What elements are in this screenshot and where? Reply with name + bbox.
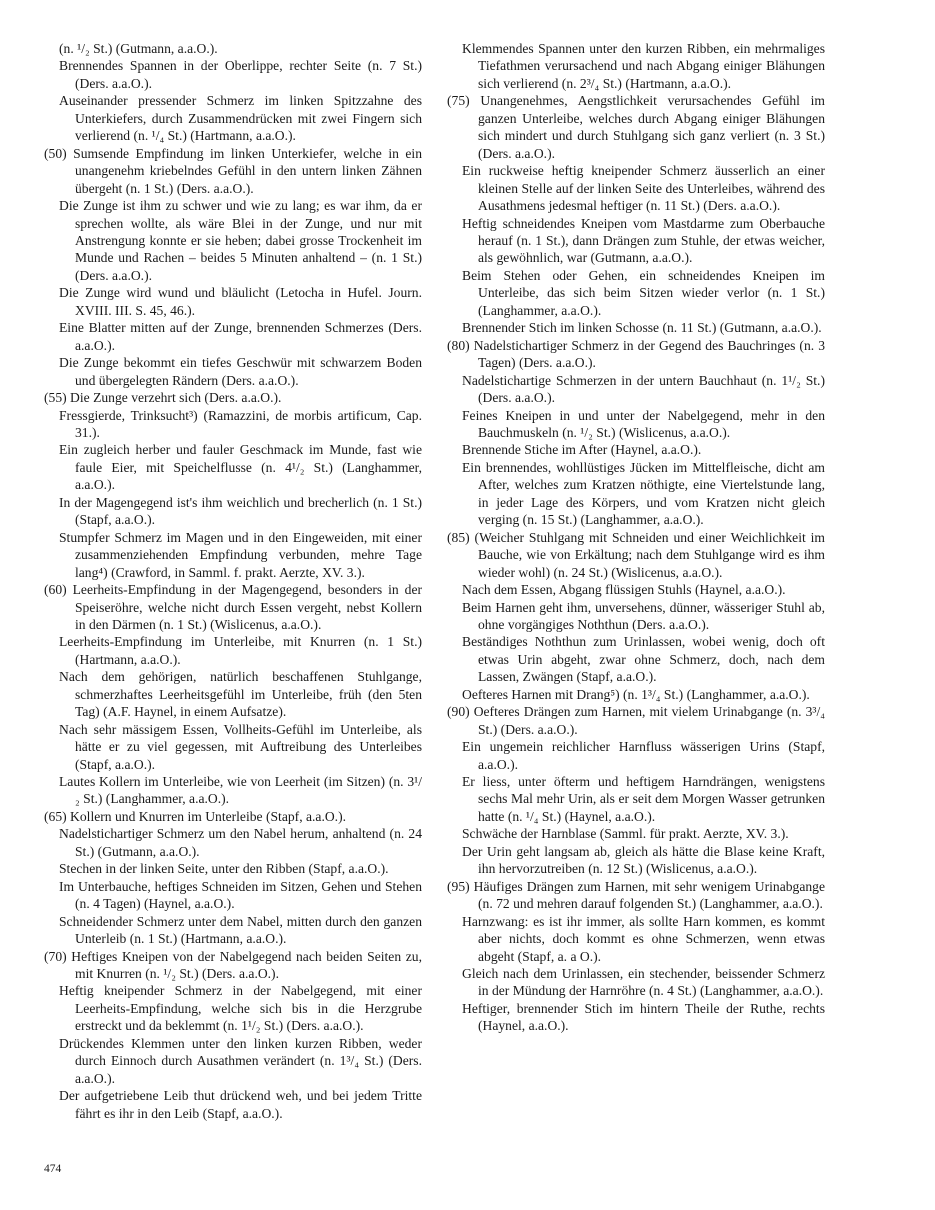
entry-text: Nach dem Essen, Abgang flüssigen Stuhls (Haynel, a.a.O.).	[462, 582, 786, 598]
symptom-entry	[447, 965, 825, 1000]
entry-text: Ein brennendes, wohllüstiges Jücken im Mittelfleische, dicht am After, welches zum Kratzen nöthigte, eine Viertelstunde lang, in jeder Lage des Körpers, und vom Kratzen nicht gleich verging (n. 15 St.) (Langhammer, a.a.O.).	[462, 459, 825, 528]
symptom-entry	[44, 494, 422, 529]
entry-text: Brennendes Spannen in der Oberlippe, rechter Seite (n. 7 St.) (Ders. a.a.O.).	[59, 58, 422, 91]
entry-text: Der Urin geht langsam ab, gleich als hätte die Blase keine Kraft, ihn hervorzutreiben (n. 12 St.) (Wislicenus, a.a.O.).	[462, 843, 825, 877]
entry-text: Ein ruckweise heftig kneipender Schmerz äusserlich an einer kleinen Stelle auf der linken Seite des Unterleibes, während des Ausathmens jedesmal heftiger (n. 11 St.) (Ders. a.a.O.).	[462, 163, 825, 214]
entry-text: In der Magengegend ist's ihm weichlich und brecherlich (n. 1 St.) (Stapf, a.a.O.).	[59, 494, 422, 528]
symptom-entry	[44, 808, 422, 825]
symptom-entry	[447, 267, 825, 319]
entry-text: Oefteres Drängen zum Harnen, mit vielem Urinabgange (n. 3³/₄ St.) (Ders. a.a.O.).	[473, 704, 825, 737]
symptom-entry	[44, 668, 422, 720]
entry-number: (80)	[447, 337, 474, 353]
right-column	[447, 40, 825, 1035]
entry-text: Im Unterbauche, heftiges Schneiden im Sitzen, Gehen und Stehen (n. 4 Tagen) (Haynel, a.a.O.).	[59, 878, 422, 912]
symptom-entry	[44, 825, 422, 860]
entry-text: Beständiges Noththun zum Urinlassen, wobei wenig, doch oft etwas Urin abgeht, zwar ohne Schmerz, doch, nach dem Lassen, Zwängen (Stapf, a.a.O.).	[462, 634, 825, 685]
entry-text: Die Zunge ist ihm zu schwer und wie zu lang; es war ihm, da er sprechen wollte, als wäre Blei in der Zunge, und nur mit Anstrengung konnte er sie heben; dabei grosse Trockenheit im Munde und Rachen – beides 5 Minuten anhaltend – (n. 1 St.) (Ders. a.a.O.).	[59, 198, 422, 283]
entry-text: Kollern und Knurren im Unterleibe (Stapf, a.a.O.).	[70, 808, 346, 824]
symptom-entry	[44, 982, 422, 1034]
entry-text: Nadelstichartiger Schmerz um den Nabel herum, anhaltend (n. 24 St.) (Gutmann, a.a.O.).	[59, 826, 422, 859]
symptom-entry	[447, 913, 825, 965]
entry-text: Heftiges Kneipen von der Nabelgegend nach beiden Seiten zu, mit Knurren (n. ¹/₂ St.) (Ders. a.a.O.).	[71, 948, 422, 982]
entry-number: (95)	[447, 878, 474, 894]
symptom-entry	[447, 92, 825, 162]
entry-text: Lautes Kollern im Unterleibe, wie von Leerheit (im Sitzen) (n. 3¹/₂ St.) (Langhammer, a.a.O.).	[59, 774, 422, 807]
symptom-entry	[44, 284, 422, 319]
symptom-entry	[447, 686, 825, 703]
symptom-entry	[447, 878, 825, 913]
entry-text: Schneidender Schmerz unter dem Nabel, mitten durch den ganzen Unterleib (n. 1 St.) (Hartmann, a.a.O.).	[59, 913, 422, 947]
symptom-entry	[447, 162, 825, 214]
symptom-entry	[44, 529, 422, 581]
symptom-entry	[44, 197, 422, 284]
entry-number: (65)	[44, 808, 71, 824]
entry-text: Fressgierde, Trinksucht³) (Ramazzini, de morbis artificum, Cap. 31.).	[59, 407, 422, 440]
symptom-entry	[447, 1000, 825, 1035]
entry-number: (85)	[447, 529, 475, 545]
entry-number: (50)	[44, 145, 74, 161]
page-number: 474	[44, 1163, 62, 1175]
symptom-entry	[447, 441, 825, 458]
symptom-entry	[447, 599, 825, 634]
entry-text: Heftig kneipender Schmerz in der Nabelgegend, mit einer Leerheits-Empfindung, welche sich bis in die Herzgrube erstreckt und da beklemmt (n. 1¹/₂ St.) (Ders. a.a.O.).	[59, 983, 422, 1034]
symptom-entry	[44, 1035, 422, 1087]
symptom-entry	[44, 407, 422, 442]
entry-text: Feines Kneipen in und unter der Nabelgegend, mehr in den Bauchmuskeln (n. ¹/₂ St.) (Wislicenus, a.a.O.).	[462, 407, 825, 440]
symptom-entry	[447, 529, 825, 581]
entry-text: Häufiges Drängen zum Harnen, mit sehr wenigem Urinabgange (n. 72 und mehren darauf folgenden St.) (Langhammer, a.a.O.).	[473, 878, 826, 912]
symptom-entry	[447, 407, 825, 442]
symptom-entry	[44, 860, 422, 877]
entry-text: Die Zunge wird wund und bläulicht (Letocha in Hufel. Journ. XVIII. III. S. 45, 46.).	[59, 285, 422, 318]
entry-text: Auseinander pressender Schmerz im linken Spitzzahne des Unterkiefers, durch Zusammendrücken mit zwei Fingern sich verlierend (n. ¹/₄ St.) (Hartmann, a.a.O.).	[59, 93, 422, 144]
symptom-entry	[44, 92, 422, 144]
entry-text: Oefteres Harnen mit Drang⁵) (n. 1³/₄ St.) (Langhammer, a.a.O.).	[462, 686, 810, 702]
entry-text: Harnzwang: es ist ihr immer, als sollte Harn kommen, es kommt aber nichts, doch kommt es ohne Schmerzen, wenn etwas abgeht (Stapf, a. a O.).	[462, 913, 825, 964]
entry-text: Nach sehr mässigem Essen, Vollheits-Gefühl im Unterleibe, als hätte er zu viel gegessen, mit Auftreibung des Unterleibes (Stapf, a.a.O.).	[59, 721, 422, 772]
entry-number: (55)	[44, 390, 71, 406]
symptom-entry	[44, 948, 422, 983]
entry-text: Stechen in der linken Seite, unter den Ribben (Stapf, a.a.O.).	[59, 861, 389, 877]
symptom-entry	[44, 441, 422, 493]
entry-text: Nach dem gehörigen, natürlich beschaffenen Stuhlgange, schmerzhaftes Leerheitsgefühl im Unterleibe, früh (den 5ten Tag) (A.F. Haynel, in einem Aufsatze).	[59, 669, 422, 720]
symptom-entry	[447, 337, 825, 372]
symptom-entry	[447, 738, 825, 773]
entry-text: Leerheits-Empfindung im Unterleibe, mit Knurren (n. 1 St.) (Hartmann, a.a.O.).	[59, 634, 422, 667]
symptom-entry	[44, 878, 422, 913]
symptom-entry	[44, 913, 422, 948]
symptom-entry	[447, 825, 825, 842]
entry-text: Nadelstichartige Schmerzen in der untern Bauchhaut (n. 1¹/₂ St.) (Ders. a.a.O.).	[462, 372, 825, 406]
symptom-entry	[44, 57, 422, 92]
symptom-entry	[447, 40, 825, 92]
symptom-entry	[44, 773, 422, 808]
entry-text: Sumsende Empfindung im linken Unterkiefer, welche in ein unangenehm kriebelndes Gefühl in den untern linken Zähnen übergeht (n. 1 St.) (Ders. a.a.O.).	[73, 145, 422, 196]
symptom-entry	[447, 372, 825, 407]
entry-text: Brennende Stiche im After (Haynel, a.a.O.).	[462, 442, 702, 458]
entry-text: Klemmendes Spannen unter den kurzen Ribben, ein mehrmaliges Tiefathmen verursachend und nach Abgang einiger Blähungen sich verlierend (n. 2³/₄ St.) (Hartmann, a.a.O.).	[462, 41, 825, 91]
symptom-entry	[447, 773, 825, 825]
symptom-entry	[44, 633, 422, 668]
entry-text: Heftiger, brennender Stich im hintern Theile der Ruthe, rechts (Haynel, a.a.O.).	[462, 1000, 825, 1034]
entry-text: Leerheits-Empfindung in der Magengegend, besonders in der Speiseröhre, welche nicht durch Essen vergeht, nebst Kollern in den Därmen (n. 1 St.) (Wislicenus, a.a.O.).	[72, 582, 423, 632]
entry-text: Er liess, unter öfterm und heftigem Harndrängen, wenigstens sechs Mal mehr Urin, als er seit dem Morgen Wasser getrunken hatte (n. ¹/₄ St.) (Haynel, a.a.O.).	[462, 774, 825, 824]
entry-text: Ein ungemein reichlicher Harnfluss wässerigen Urins (Stapf, a.a.O.).	[462, 739, 825, 772]
entry-text: Beim Harnen geht ihm, unversehens, dünner, wässeriger Stuhl ab, ohne vorgängiges Noththun (Ders. a.a.O.).	[462, 599, 825, 632]
entry-text: Heftig schneidendes Kneipen vom Mastdarme zum Oberbauche herauf (n. 1 St.), dann Drängen zum Stuhle, der etwas weicher, als gewöhnlich, war (Gutmann, a.a.O.).	[462, 215, 825, 266]
symptom-entry	[447, 633, 825, 685]
entry-number: (70)	[44, 948, 72, 964]
entry-text: Brennender Stich im linken Schosse (n. 11 St.) (Gutmann, a.a.O.).	[462, 320, 822, 336]
symptom-entry	[447, 215, 825, 267]
symptom-entry	[44, 581, 422, 633]
entry-text: (Weicher Stuhlgang mit Schneiden und einer Weichlichkeit im Bauche, wie von Erkältung; nach dem Stuhlgange wird es ihm wieder wohl) (n. 24 St.) (Wislicenus, a.a.O.).	[474, 529, 825, 580]
symptom-entry	[44, 354, 422, 389]
entry-text: Drückendes Klemmen unter den linken kurzen Ribben, weder durch Einnoch durch Ausathmen verändert (n. 1³/₄ St.) (Ders. a.a.O.).	[59, 1035, 422, 1086]
entry-number: (75)	[447, 93, 481, 109]
symptom-entry	[447, 703, 825, 738]
symptom-entry	[447, 581, 825, 598]
entry-text: Die Zunge bekommt ein tiefes Geschwür mit schwarzem Boden und übergelegten Rändern (Ders. a.a.O.).	[59, 355, 422, 388]
entry-text: Der aufgetriebene Leib thut drückend weh, und bei jedem Tritte fährt es ihr in den Leib (Stapf, a.a.O.).	[59, 1088, 422, 1121]
symptom-entry	[44, 1087, 422, 1122]
entry-text: Die Zunge verzehrt sich (Ders. a.a.O.).	[70, 390, 282, 406]
entry-text: Beim Stehen oder Gehen, ein schneidendes Kneipen im Unterleibe, das sich beim Sitzen wieder verlor (n. 1 St.) (Langhammer, a.a.O.).	[462, 267, 825, 318]
symptom-entry	[44, 319, 422, 354]
entry-text: (n. ¹/₂ St.) (Gutmann, a.a.O.).	[59, 41, 218, 56]
symptom-entry	[447, 459, 825, 529]
entry-text: Nadelstichartiger Schmerz in der Gegend des Bauchringes (n. 3 Tagen) (Ders. a.a.O.).	[473, 337, 825, 371]
entry-text: Unangenehmes, Aengstlichkeit verursachendes Gefühl im ganzen Unterleibe, welches durch Abgang einiger Blähungen sich mindert und durch Stuhlgang sich ganz verliert (n. 3 St.) (Ders. a.a.O.).	[478, 93, 825, 161]
left-column	[44, 40, 422, 1122]
entry-text: Gleich nach dem Urinlassen, ein stechender, beissender Schmerz in der Mündung der Harnröhre (n. 4 St.) (Langhammer, a.a.O.).	[462, 966, 825, 999]
symptom-entry	[44, 40, 422, 57]
entry-number: (60)	[44, 582, 73, 598]
symptom-entry	[44, 721, 422, 773]
symptom-entry	[447, 319, 825, 336]
entry-number: (90)	[447, 704, 474, 720]
entry-text: Eine Blatter mitten auf der Zunge, brennenden Schmerzes (Ders. a.a.O.).	[59, 320, 422, 353]
entry-text: Schwäche der Harnblase (Samml. für prakt. Aerzte, XV. 3.).	[462, 826, 789, 842]
symptom-entry	[447, 843, 825, 878]
entry-text: Stumpfer Schmerz im Magen und in den Eingeweiden, mit einer zusammenziehenden Empfindung verbunden, mehre Tage lang⁴) (Crawford, in Samml. f. prakt. Aerzte, XV. 3.).	[59, 529, 422, 580]
symptom-entry	[44, 389, 422, 406]
symptom-entry	[44, 145, 422, 197]
entry-text: Ein zugleich herber und fauler Geschmack im Munde, fast wie faule Eier, mit Speichelflusse (n. 4¹/₂ St.) (Langhammer, a.a.O.).	[59, 442, 422, 493]
